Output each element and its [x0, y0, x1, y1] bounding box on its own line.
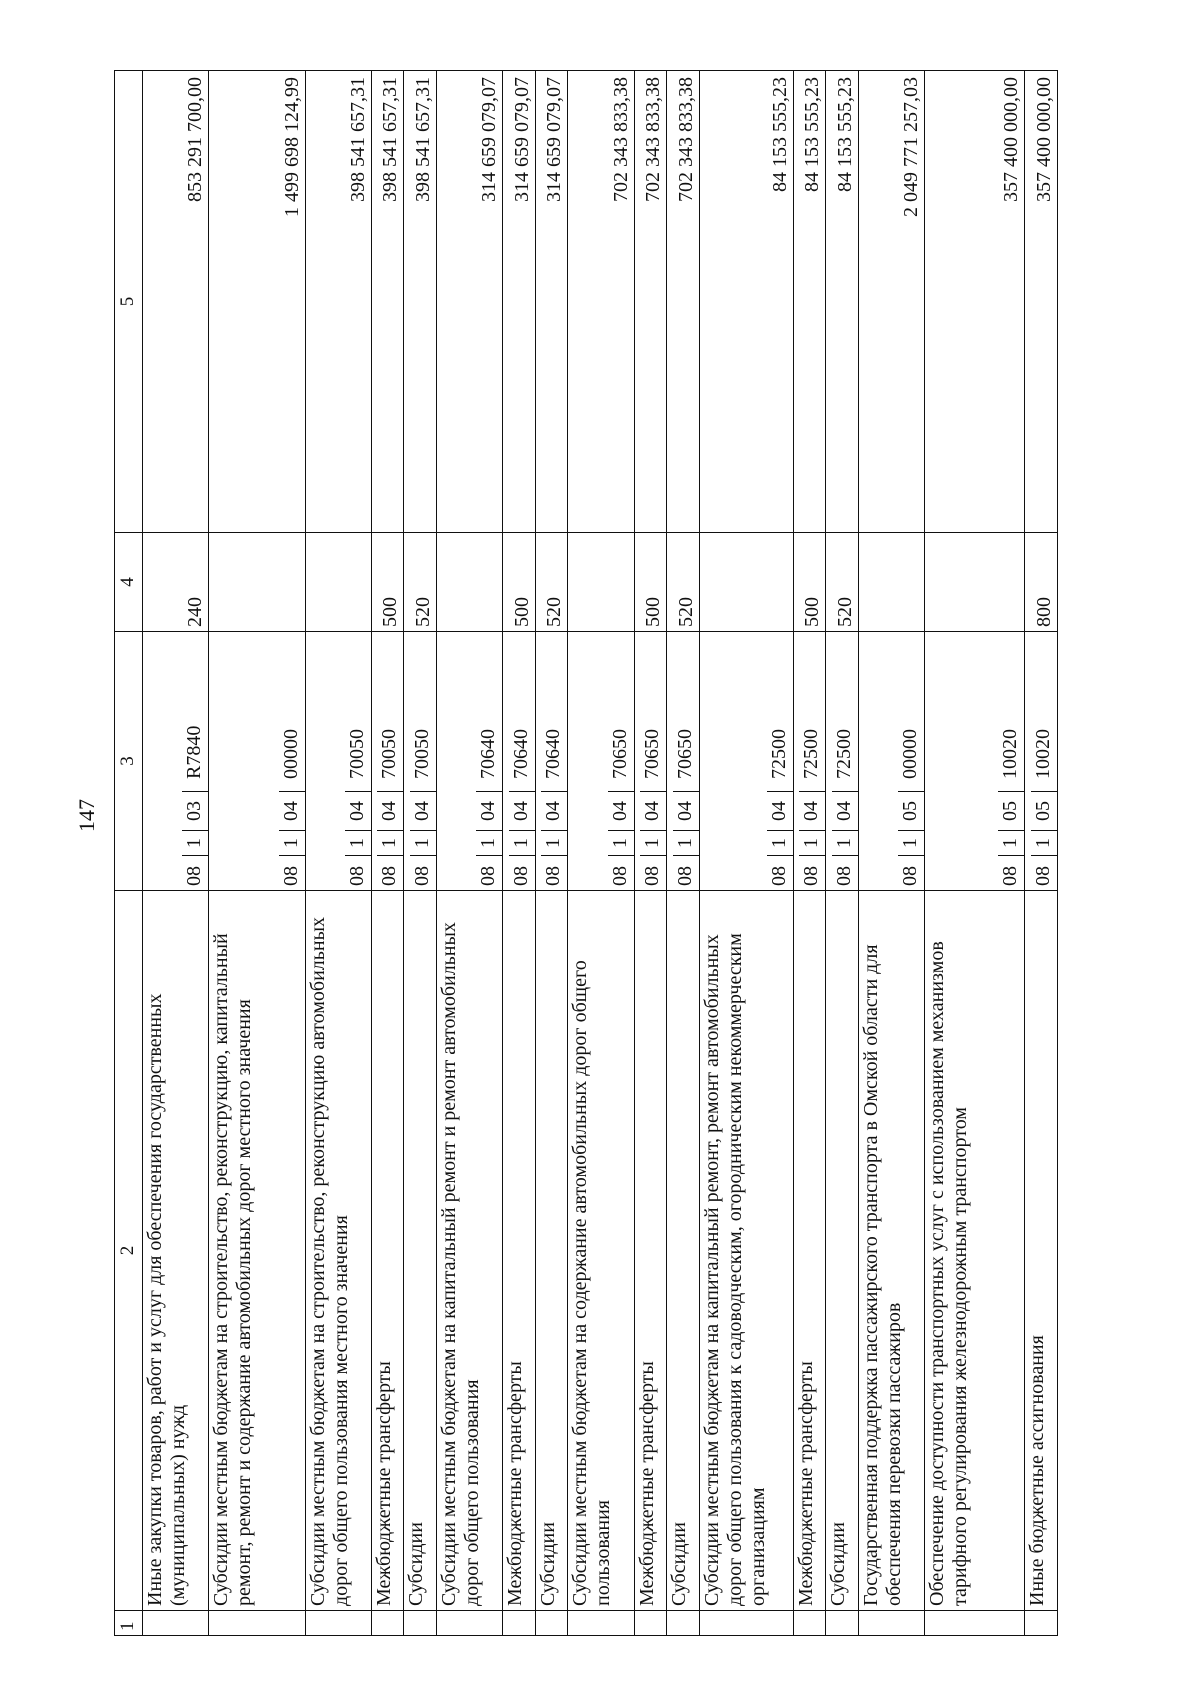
code-segment-2: 1: [832, 830, 858, 855]
row-code: [305, 632, 371, 891]
row-expense-type: 520: [535, 533, 568, 632]
row-expense-type: [925, 533, 1025, 632]
code-segments: [372, 632, 404, 890]
table-row: [1025, 71, 1058, 1636]
row-amount: 853 291 700,00: [142, 71, 208, 533]
row-col-1: [209, 1611, 305, 1636]
row-amount: 398 541 657,31: [404, 71, 437, 533]
row-name: Межбюджетные трансферты: [634, 891, 667, 1611]
code-segment-1: 08: [998, 855, 1024, 890]
row-amount: 357 400 000,00: [1025, 71, 1058, 533]
row-name: Межбюджетные трансферты: [793, 891, 826, 1611]
row-expense-type: 520: [667, 533, 700, 632]
table-row: [568, 71, 634, 1636]
code-segment-2: 1: [767, 830, 793, 855]
code-segments: [306, 632, 371, 890]
code-segment-3: 04: [673, 791, 699, 830]
row-expense-type: 240: [142, 533, 208, 632]
code-segment-4: 70050: [410, 729, 433, 779]
row-expense-type: [436, 533, 502, 632]
row-name: Межбюджетные трансферты: [371, 891, 404, 1611]
header-col-2: 2: [115, 891, 143, 1611]
code-segment-3: 04: [377, 791, 403, 830]
row-amount: 1 499 698 124,99: [209, 71, 305, 533]
code-segment-1: 08: [1031, 855, 1057, 890]
row-col-1: [826, 1611, 859, 1636]
row-code: [1025, 632, 1058, 891]
code-segment-4: 72500: [767, 729, 790, 779]
code-segment-4: 00000: [899, 729, 922, 779]
code-segments: [209, 632, 304, 890]
code-segment-4: 70050: [378, 729, 401, 779]
code-segment-1: 08: [832, 855, 858, 890]
code-segments: [1025, 632, 1057, 890]
row-code: [503, 632, 536, 891]
row-name: Субсидии местным бюджетам на строительство, реконструкцию автомобильных дорог общего пользования местного значения: [305, 891, 371, 1611]
code-segment-2: 1: [673, 830, 699, 855]
table-row: [535, 71, 568, 1636]
code-segment-2: 1: [541, 830, 567, 855]
row-name: Государственная поддержка пассажирского транспорта в Омской области для обеспечения перевозки пассажиров: [858, 891, 924, 1611]
code-segment-4: 70640: [542, 729, 565, 779]
code-segments: [404, 632, 436, 890]
row-amount: 398 541 657,31: [371, 71, 404, 533]
row-amount: 702 343 833,38: [667, 71, 700, 533]
row-code: [371, 632, 404, 891]
code-segment-2: 1: [345, 830, 371, 855]
code-segment-1: 08: [182, 855, 208, 890]
code-segment-2: 1: [998, 830, 1024, 855]
page-number: 147: [74, 799, 99, 832]
code-segment-3: 04: [608, 791, 634, 830]
code-segment-4: 72500: [800, 729, 823, 779]
row-code: [858, 632, 924, 891]
code-segment-4: 70640: [509, 729, 532, 779]
row-amount: 84 153 555,23: [793, 71, 826, 533]
row-amount: 314 659 079,07: [535, 71, 568, 533]
code-segment-1: 08: [767, 855, 793, 890]
code-segment-4: 70650: [641, 729, 664, 779]
row-name: Субсидии: [826, 891, 859, 1611]
row-code: [209, 632, 305, 891]
code-segment-1: 08: [279, 855, 305, 890]
code-segment-4: 70650: [673, 729, 696, 779]
code-segments: [925, 632, 1024, 890]
code-segment-3: 04: [345, 791, 371, 830]
row-amount: 314 659 079,07: [436, 71, 502, 533]
row-col-1: [793, 1611, 826, 1636]
row-amount: 84 153 555,23: [826, 71, 859, 533]
row-amount: 357 400 000,00: [925, 71, 1025, 533]
row-col-1: [667, 1611, 700, 1636]
row-col-1: [371, 1611, 404, 1636]
table-row: [634, 71, 667, 1636]
row-name: Обеспечение доступности транспортных услуг с использованием механизмов тарифного регулирования железнодорожным транспортом: [925, 891, 1025, 1611]
row-col-1: [925, 1611, 1025, 1636]
row-col-1: [436, 1611, 502, 1636]
code-segment-3: 04: [476, 791, 502, 830]
code-segment-2: 1: [476, 830, 502, 855]
row-name: Субсидии: [404, 891, 437, 1611]
row-code: [793, 632, 826, 891]
table-row: [305, 71, 371, 1636]
code-segments: [536, 632, 568, 890]
code-segment-4: 72500: [832, 729, 855, 779]
row-code: [667, 632, 700, 891]
code-segment-3: 04: [832, 791, 858, 830]
row-code: [826, 632, 859, 891]
row-expense-type: [209, 533, 305, 632]
code-segment-4: 70650: [608, 729, 631, 779]
table-row: [826, 71, 859, 1636]
row-name: Иные закупки товаров, работ и услуг для обеспечения государственных (муниципальных) нужд: [142, 891, 208, 1611]
code-segments: [437, 632, 502, 890]
code-segment-2: 1: [1031, 830, 1057, 855]
table-row: [436, 71, 502, 1636]
code-segment-2: 1: [898, 830, 924, 855]
row-name: Межбюджетные трансферты: [503, 891, 536, 1611]
row-expense-type: 800: [1025, 533, 1058, 632]
row-expense-type: 500: [634, 533, 667, 632]
row-code: [699, 632, 793, 891]
row-code: [404, 632, 437, 891]
row-amount: 2 049 771 257,03: [858, 71, 924, 533]
code-segment-3: 04: [279, 791, 305, 830]
row-expense-type: [699, 533, 793, 632]
code-segment-1: 08: [608, 855, 634, 890]
table-row: [503, 71, 536, 1636]
header-col-1: 1: [115, 1611, 143, 1636]
row-expense-type: [305, 533, 371, 632]
code-segment-4: 70640: [477, 729, 500, 779]
row-amount: 84 153 555,23: [699, 71, 793, 533]
row-col-1: [404, 1611, 437, 1636]
code-segment-3: 04: [799, 791, 825, 830]
row-expense-type: 520: [826, 533, 859, 632]
code-segment-4: R7840: [183, 725, 206, 779]
row-expense-type: [568, 533, 634, 632]
table-row: [699, 71, 793, 1636]
table-row: [858, 71, 924, 1636]
row-col-1: [535, 1611, 568, 1636]
row-col-1: [503, 1611, 536, 1636]
code-segment-2: 1: [410, 830, 436, 855]
table-row: [667, 71, 700, 1636]
code-segment-3: 04: [767, 791, 793, 830]
budget-table-body: [115, 71, 1058, 1636]
row-amount: 398 541 657,31: [305, 71, 371, 533]
code-segment-3: 05: [998, 791, 1024, 830]
table-row: [404, 71, 437, 1636]
code-segment-3: 04: [640, 791, 666, 830]
header-col-3: 3: [115, 632, 143, 891]
code-segment-1: 08: [509, 855, 535, 890]
row-col-1: [568, 1611, 634, 1636]
code-segment-4: 10020: [1032, 729, 1054, 779]
table-row: [209, 71, 305, 1636]
table-row: [925, 71, 1025, 1636]
row-name: Иные бюджетные ассигнования: [1025, 891, 1058, 1611]
code-segment-2: 1: [377, 830, 403, 855]
row-col-1: [699, 1611, 793, 1636]
header-col-5: 5: [115, 71, 143, 533]
code-segments: [826, 632, 858, 890]
row-name: Субсидии местным бюджетам на капитальный ремонт и ремонт автомобильных дорог общего пользования: [436, 891, 502, 1611]
row-col-1: [142, 1611, 208, 1636]
code-segment-1: 08: [673, 855, 699, 890]
code-segment-4: 70050: [345, 729, 368, 779]
code-segments: [859, 632, 924, 890]
row-code: [925, 632, 1025, 891]
code-segment-3: 04: [509, 791, 535, 830]
code-segment-1: 08: [476, 855, 502, 890]
code-segment-1: 08: [799, 855, 825, 890]
row-expense-type: 500: [793, 533, 826, 632]
header-col-4: 4: [115, 533, 143, 632]
budget-table: [114, 70, 1058, 1636]
code-segment-1: 08: [345, 855, 371, 890]
row-code: [568, 632, 634, 891]
row-col-1: [858, 1611, 924, 1636]
code-segment-2: 1: [640, 830, 666, 855]
code-segments: [568, 632, 633, 890]
code-segment-1: 08: [410, 855, 436, 890]
table-row: [142, 71, 208, 1636]
table-header-row: [115, 71, 143, 1636]
row-name: Субсидии местным бюджетам на содержание автомобильных дорог общего пользования: [568, 891, 634, 1611]
code-segment-1: 08: [541, 855, 567, 890]
code-segment-3: 05: [898, 791, 924, 830]
code-segments: [794, 632, 826, 890]
row-col-1: [305, 1611, 371, 1636]
row-code: [436, 632, 502, 891]
row-name: Субсидии: [667, 891, 700, 1611]
code-segments: [503, 632, 535, 890]
code-segment-2: 1: [799, 830, 825, 855]
code-segment-2: 1: [279, 830, 305, 855]
code-segment-3: 05: [1031, 791, 1057, 830]
row-name: Субсидии: [535, 891, 568, 1611]
code-segment-4: 00000: [279, 729, 302, 779]
code-segment-2: 1: [509, 830, 535, 855]
code-segment-1: 08: [640, 855, 666, 890]
row-name: Субсидии местным бюджетам на строительство, реконструкцию, капитальный ремонт, ремонт и содержание автомобильных дорог местного значения: [209, 891, 305, 1611]
row-expense-type: [858, 533, 924, 632]
row-amount: 702 343 833,38: [568, 71, 634, 533]
row-expense-type: 500: [371, 533, 404, 632]
table-row: [793, 71, 826, 1636]
table-row: [371, 71, 404, 1636]
row-col-1: [634, 1611, 667, 1636]
code-segment-1: 08: [898, 855, 924, 890]
code-segments: [143, 632, 208, 890]
row-col-1: [1025, 1611, 1058, 1636]
code-segment-3: 04: [541, 791, 567, 830]
row-code: [634, 632, 667, 891]
row-expense-type: 520: [404, 533, 437, 632]
row-name: Субсидии местным бюджетам на капитальный ремонт, ремонт автомобильных дорог общего пользования к садоводческим, огородническим некоммерческим организациям: [699, 891, 793, 1611]
code-segment-2: 1: [182, 830, 208, 855]
code-segment-2: 1: [608, 830, 634, 855]
row-amount: 314 659 079,07: [503, 71, 536, 533]
row-code: [535, 632, 568, 891]
code-segment-1: 08: [377, 855, 403, 890]
code-segment-3: 04: [410, 791, 436, 830]
row-code: [142, 632, 208, 891]
code-segments: [700, 632, 793, 890]
row-expense-type: 500: [503, 533, 536, 632]
rotated-table-wrapper: [114, 77, 1058, 1636]
row-amount: 702 343 833,38: [634, 71, 667, 533]
code-segment-3: 03: [182, 791, 208, 830]
code-segments: [635, 632, 667, 890]
code-segment-4: 10020: [999, 729, 1022, 779]
code-segments: [667, 632, 699, 890]
